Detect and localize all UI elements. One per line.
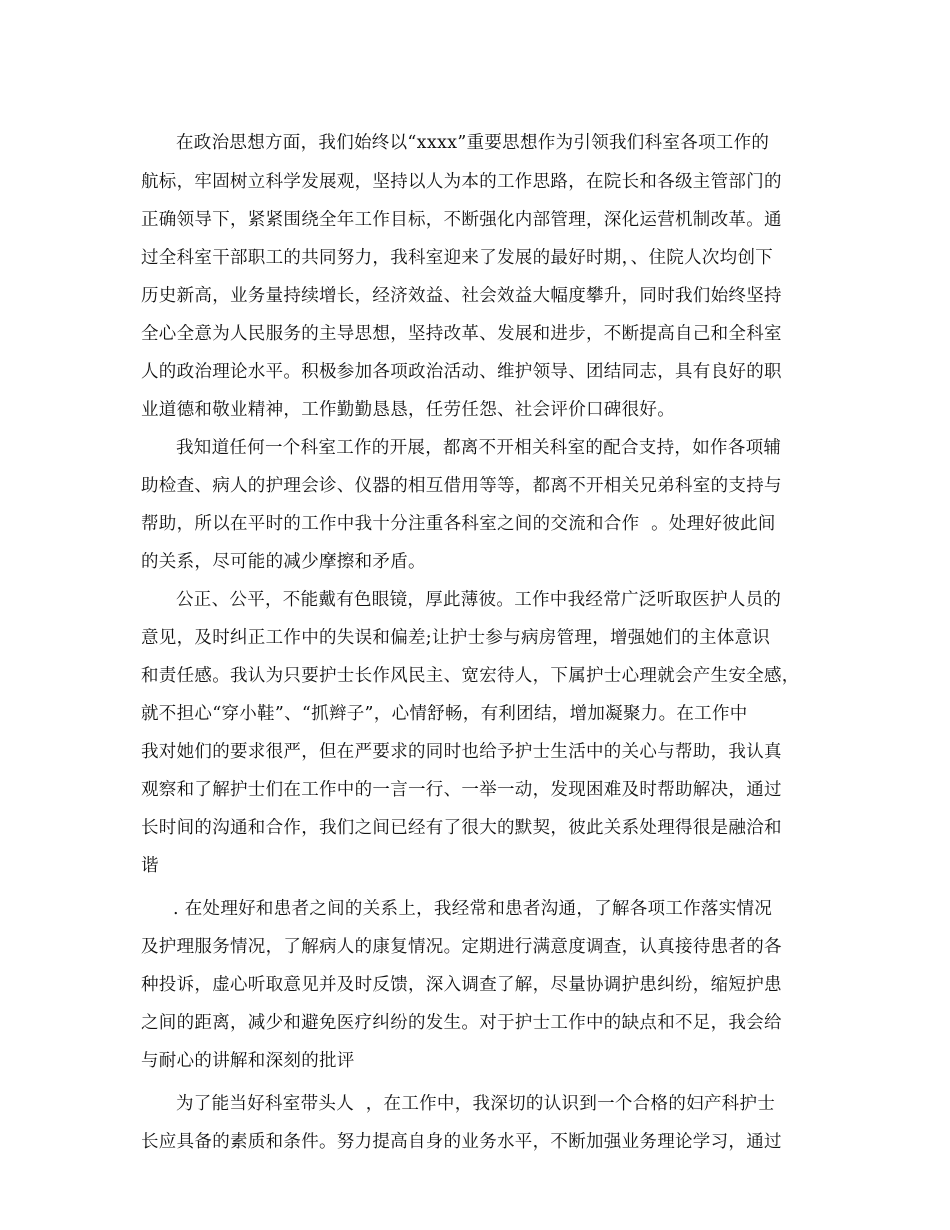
text-line: 及护理服务情况，了解病人的康复情况。定期进行满意度调查，认真接待患者的各: [141, 937, 782, 957]
text-line: 过全科室干部职工的共同努力，我科室迎来了发展的最好时期，、住院人次均创下: [141, 248, 774, 268]
text-line: 人的政治理论水平。积极参加各项政治活动、维护领导、团结同志，具有良好的职: [141, 362, 782, 382]
text-line: 种投诉，虚心听取意见并及时反馈，深入调查了解，尽量协调护患纠纷，缩短护患: [141, 975, 782, 995]
text-line: . 在处理好和患者之间的关系上，我经常和患者沟通，了解各项工作落实情况: [173, 899, 773, 919]
text-line: 我对她们的要求很严，但在严要求的同时也给予护士生活中的关心与帮助，我认真: [141, 742, 782, 762]
text-line: 帮助，所以在平时的工作中我十分注重各科室之间的交流和合作 。处理好彼此间: [141, 514, 776, 534]
text-line: 为了能当好科室带头人 ，在工作中，我深切的认识到一个合格的妇产科护士: [176, 1094, 776, 1114]
text-line: 我知道任何一个科室工作的开展，都离不开相关科室的配合支持，如作各项辅: [176, 438, 782, 458]
text-line: 在政治思想方面，我们始终以“xxxx”重要思想作为引领我们科室各项工作的: [176, 133, 770, 153]
text-line: 谐: [141, 856, 159, 876]
text-line: 就不担心“穿小鞋”、“抓辫子”，心情舒畅，有利团结，增加凝聚力。在工作中: [141, 704, 748, 724]
text-line: 观察和了解护士们在工作中的一言一行、一举一动，发现困难及时帮助解决，通过: [141, 780, 782, 800]
text-line: 意见，及时纠正工作中的失误和偏差;让护士参与病房管理，增强她们的主体意识: [141, 628, 771, 648]
text-line: 航标，牢固树立科学发展观，坚持以人为本的工作思路，在院长和各级主管部门的: [141, 172, 782, 192]
text-line: 业道德和敬业精神，工作勤勤恳恳，任劳任怨、社会评价口碑很好。: [141, 400, 675, 420]
text-line: 正确领导下，紧紧围绕全年工作目标，不断强化内部管理，深化运营机制改革。通: [141, 210, 782, 230]
text-line: 与耐心的讲解和深刻的批评: [141, 1051, 355, 1071]
text-line: 长应具备的素质和条件。努力提高自身的业务水平，不断加强业务理论学习，通过: [141, 1132, 782, 1152]
text-line: 历史新高，业务量持续增长，经济效益、社会效益大幅度攀升，同时我们始终坚持: [141, 286, 782, 306]
text-line: 长时间的沟通和合作，我们之间已经有了很大的默契，彼此关系处理得很是融洽和: [141, 818, 782, 838]
text-line: 的关系，尽可能的减少摩擦和矛盾。: [141, 552, 426, 572]
text-line: 公正、公平，不能戴有色眼镜，厚此薄彼。工作中我经常广泛听取医护人员的: [176, 590, 782, 610]
text-line: 之间的距离，减少和避免医疗纠纷的发生。对于护士工作中的缺点和不足，我会给: [141, 1013, 782, 1033]
text-line: 和责任感。我认为只要护士长作风民主、宽宏待人，下属护士心理就会产生安全感，: [141, 666, 800, 686]
text-line: 全心全意为人民服务的主导思想，坚持改革、发展和进步，不断提高自己和全科室: [141, 324, 782, 344]
text-line: 助检查、病人的护理会诊、仪器的相互借用等等，都离不开相关兄弟科室的支持与: [141, 476, 782, 496]
